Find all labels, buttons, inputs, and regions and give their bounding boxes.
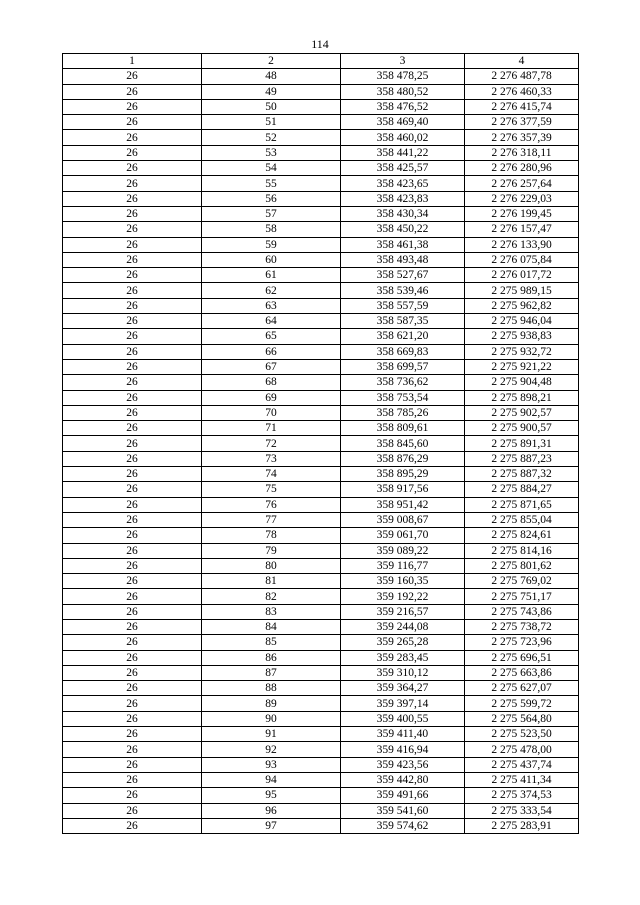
table-cell-col-2: 52: [202, 130, 341, 145]
table-cell-col-4: 2 275 478,00: [465, 742, 579, 757]
table-cell-col-4: 2 275 904,48: [465, 375, 579, 390]
table-cell-col-4: 2 275 801,62: [465, 558, 579, 573]
table-cell-col-1: 26: [63, 482, 202, 497]
table-cell-col-4: 2 275 871,65: [465, 497, 579, 512]
table-cell-col-4: 2 276 318,11: [465, 145, 579, 160]
table-cell-col-1: 26: [63, 329, 202, 344]
table-cell-col-3: 359 310,12: [341, 665, 465, 680]
table-row: [63, 772, 579, 787]
table-cell-col-1: 26: [63, 84, 202, 99]
table-cell-col-3: 358 441,22: [341, 145, 465, 160]
table-row: [63, 222, 579, 237]
table-cell-col-1: 26: [63, 222, 202, 237]
table-cell-col-1: 26: [63, 375, 202, 390]
table-cell-col-4: 2 275 564,80: [465, 711, 579, 726]
table-cell-col-1: 26: [63, 589, 202, 604]
table-cell-col-4: 2 275 751,17: [465, 589, 579, 604]
table-cell-col-3: 359 442,80: [341, 772, 465, 787]
table-cell-col-2: 86: [202, 650, 341, 665]
table-cell-col-2: 93: [202, 757, 341, 772]
table-cell-col-1: 26: [63, 574, 202, 589]
table-cell-col-2: 76: [202, 497, 341, 512]
table-row: [63, 727, 579, 742]
table-cell-col-4: 2 275 411,34: [465, 772, 579, 787]
table-cell-col-3: 358 461,38: [341, 237, 465, 252]
table-row: [63, 69, 579, 84]
table-cell-col-3: 358 480,52: [341, 84, 465, 99]
table-cell-col-3: 359 265,28: [341, 635, 465, 650]
table-cell-col-3: 358 450,22: [341, 222, 465, 237]
table-row: [63, 589, 579, 604]
table-cell-col-4: 2 275 283,91: [465, 818, 579, 833]
table-cell-col-1: 26: [63, 543, 202, 558]
table-cell-col-1: 26: [63, 818, 202, 833]
table-cell-col-3: 359 283,45: [341, 650, 465, 665]
table-row: [63, 788, 579, 803]
table-cell-col-4: 2 275 900,57: [465, 421, 579, 436]
table-cell-col-4: 2 275 824,61: [465, 528, 579, 543]
table-cell-col-3: 358 917,56: [341, 482, 465, 497]
table-cell-col-3: 359 541,60: [341, 803, 465, 818]
table-cell-col-3: 359 491,66: [341, 788, 465, 803]
table-cell-col-4: 2 275 891,31: [465, 436, 579, 451]
table-row: [63, 161, 579, 176]
table-body: [63, 69, 579, 834]
table-row: [63, 359, 579, 374]
table-row: [63, 558, 579, 573]
table-cell-col-1: 26: [63, 635, 202, 650]
table-cell-col-2: 95: [202, 788, 341, 803]
table-cell-col-3: 359 364,27: [341, 681, 465, 696]
table-row: [63, 145, 579, 160]
table-cell-col-2: 87: [202, 665, 341, 680]
table-cell-col-2: 63: [202, 298, 341, 313]
table-cell-col-1: 26: [63, 161, 202, 176]
table-cell-col-1: 26: [63, 268, 202, 283]
table-cell-col-3: 358 951,42: [341, 497, 465, 512]
coordinates-table: [62, 53, 579, 834]
table-row: [63, 191, 579, 206]
table-cell-col-2: 62: [202, 283, 341, 298]
table-cell-col-2: 69: [202, 390, 341, 405]
table-row: [63, 650, 579, 665]
table-cell-col-4: 2 276 377,59: [465, 115, 579, 130]
table-row: [63, 436, 579, 451]
table-cell-col-4: 2 276 415,74: [465, 99, 579, 114]
table-cell-col-3: 359 116,77: [341, 558, 465, 573]
table-cell-col-2: 55: [202, 176, 341, 191]
table-cell-col-1: 26: [63, 390, 202, 405]
table-cell-col-2: 72: [202, 436, 341, 451]
table-cell-col-2: 97: [202, 818, 341, 833]
table-cell-col-3: 359 008,67: [341, 512, 465, 527]
table-cell-col-4: 2 276 157,47: [465, 222, 579, 237]
table-cell-col-2: 89: [202, 696, 341, 711]
table-cell-col-2: 92: [202, 742, 341, 757]
table-row: [63, 482, 579, 497]
table-cell-col-3: 358 423,83: [341, 191, 465, 206]
table-cell-col-2: 49: [202, 84, 341, 99]
table-cell-col-1: 26: [63, 497, 202, 512]
table-cell-col-3: 358 587,35: [341, 314, 465, 329]
table-row: [63, 206, 579, 221]
table-cell-col-4: 2 276 257,64: [465, 176, 579, 191]
table-cell-col-1: 26: [63, 467, 202, 482]
table-cell-col-2: 61: [202, 268, 341, 283]
table-cell-col-4: 2 275 887,23: [465, 451, 579, 466]
table-cell-col-3: 359 089,22: [341, 543, 465, 558]
table-row: [63, 803, 579, 818]
table-cell-col-4: 2 275 938,83: [465, 329, 579, 344]
table-cell-col-1: 26: [63, 359, 202, 374]
table-row: [63, 176, 579, 191]
table-cell-col-1: 26: [63, 788, 202, 803]
table-cell-col-3: 358 469,40: [341, 115, 465, 130]
table-row: [63, 619, 579, 634]
table-cell-col-1: 26: [63, 681, 202, 696]
table-cell-col-2: 65: [202, 329, 341, 344]
table-cell-col-4: 2 276 017,72: [465, 268, 579, 283]
table-cell-col-2: 53: [202, 145, 341, 160]
table-cell-col-2: 82: [202, 589, 341, 604]
table-cell-col-3: 358 430,34: [341, 206, 465, 221]
table-cell-col-1: 26: [63, 451, 202, 466]
table-cell-col-3: 358 423,65: [341, 176, 465, 191]
page-number: 114: [311, 37, 329, 51]
table-row: [63, 711, 579, 726]
table-cell-col-2: 80: [202, 558, 341, 573]
table-cell-col-3: 359 416,94: [341, 742, 465, 757]
table-cell-col-2: 58: [202, 222, 341, 237]
table-row: [63, 665, 579, 680]
table-cell-col-3: 358 753,54: [341, 390, 465, 405]
table-row: [63, 115, 579, 130]
table-cell-col-1: 26: [63, 237, 202, 252]
table-cell-col-2: 67: [202, 359, 341, 374]
table-cell-col-2: 68: [202, 375, 341, 390]
table-row: [63, 497, 579, 512]
table-row: [63, 451, 579, 466]
table-cell-col-2: 70: [202, 405, 341, 420]
table-cell-col-2: 90: [202, 711, 341, 726]
table-cell-col-3: 358 478,25: [341, 69, 465, 84]
table-cell-col-1: 26: [63, 650, 202, 665]
table-cell-col-4: 2 276 357,39: [465, 130, 579, 145]
table-cell-col-4: 2 275 989,15: [465, 283, 579, 298]
table-cell-col-2: 83: [202, 604, 341, 619]
table-row: [63, 298, 579, 313]
table-cell-col-4: 2 276 229,03: [465, 191, 579, 206]
table-cell-col-1: 26: [63, 252, 202, 267]
table-cell-col-2: 96: [202, 803, 341, 818]
table-cell-col-1: 26: [63, 191, 202, 206]
table-cell-col-2: 94: [202, 772, 341, 787]
table-cell-col-4: 2 275 523,50: [465, 727, 579, 742]
table-cell-col-3: 358 809,61: [341, 421, 465, 436]
table-cell-col-4: 2 275 743,86: [465, 604, 579, 619]
header-cell-3: 3: [341, 54, 465, 69]
table-cell-col-3: 359 216,57: [341, 604, 465, 619]
table-cell-col-1: 26: [63, 99, 202, 114]
table-cell-col-4: 2 275 374,53: [465, 788, 579, 803]
table-cell-col-4: 2 275 887,32: [465, 467, 579, 482]
table-cell-col-2: 77: [202, 512, 341, 527]
table-cell-col-4: 2 276 199,45: [465, 206, 579, 221]
table-cell-col-1: 26: [63, 298, 202, 313]
table-cell-col-4: 2 276 280,96: [465, 161, 579, 176]
table-row: [63, 237, 579, 252]
table-cell-col-4: 2 275 921,22: [465, 359, 579, 374]
table-cell-col-3: 359 411,40: [341, 727, 465, 742]
table-cell-col-2: 78: [202, 528, 341, 543]
table-cell-col-1: 26: [63, 528, 202, 543]
table-cell-col-3: 358 539,46: [341, 283, 465, 298]
table-cell-col-2: 74: [202, 467, 341, 482]
table-cell-col-1: 26: [63, 727, 202, 742]
table-row: [63, 574, 579, 589]
table-cell-col-4: 2 275 962,82: [465, 298, 579, 313]
table-cell-col-1: 26: [63, 176, 202, 191]
table-cell-col-4: 2 275 898,21: [465, 390, 579, 405]
table-cell-col-2: 56: [202, 191, 341, 206]
table-cell-col-2: 75: [202, 482, 341, 497]
header-cell-1: 1: [63, 54, 202, 69]
table-row: [63, 84, 579, 99]
table-cell-col-4: 2 275 627,07: [465, 681, 579, 696]
table-row: [63, 344, 579, 359]
table-cell-col-4: 2 275 932,72: [465, 344, 579, 359]
table-cell-col-2: 85: [202, 635, 341, 650]
table-cell-col-1: 26: [63, 405, 202, 420]
table-cell-col-1: 26: [63, 314, 202, 329]
table-cell-col-1: 26: [63, 803, 202, 818]
table-cell-col-1: 26: [63, 742, 202, 757]
table-cell-col-2: 51: [202, 115, 341, 130]
table-cell-col-3: 358 527,67: [341, 268, 465, 283]
table-cell-col-3: 358 845,60: [341, 436, 465, 451]
table-cell-col-2: 88: [202, 681, 341, 696]
table-row: [63, 467, 579, 482]
table-row: [63, 283, 579, 298]
table-cell-col-1: 26: [63, 757, 202, 772]
header-cell-4: 4: [465, 54, 579, 69]
table-cell-col-2: 79: [202, 543, 341, 558]
table-cell-col-1: 26: [63, 665, 202, 680]
table-cell-col-3: 358 895,29: [341, 467, 465, 482]
header-row: [63, 54, 579, 69]
table-cell-col-1: 26: [63, 604, 202, 619]
table-row: [63, 130, 579, 145]
table-cell-col-2: 73: [202, 451, 341, 466]
table-row: [63, 512, 579, 527]
table-cell-col-2: 81: [202, 574, 341, 589]
table-cell-col-4: 2 276 487,78: [465, 69, 579, 84]
table-row: [63, 681, 579, 696]
table-cell-col-4: 2 275 814,16: [465, 543, 579, 558]
table-cell-col-1: 26: [63, 206, 202, 221]
table-row: [63, 252, 579, 267]
table-cell-col-3: 358 425,57: [341, 161, 465, 176]
table-cell-col-3: 358 476,52: [341, 99, 465, 114]
table-row: [63, 375, 579, 390]
table-row: [63, 635, 579, 650]
table-row: [63, 390, 579, 405]
table-cell-col-3: 358 621,20: [341, 329, 465, 344]
table-cell-col-4: 2 275 738,72: [465, 619, 579, 634]
table-cell-col-2: 60: [202, 252, 341, 267]
table-row: [63, 757, 579, 772]
table-cell-col-1: 26: [63, 130, 202, 145]
table-cell-col-4: 2 275 884,27: [465, 482, 579, 497]
table-row: [63, 329, 579, 344]
table-cell-col-2: 59: [202, 237, 341, 252]
table-cell-col-3: 358 669,83: [341, 344, 465, 359]
table-row: [63, 314, 579, 329]
table-cell-col-2: 57: [202, 206, 341, 221]
table-cell-col-1: 26: [63, 69, 202, 84]
table-cell-col-2: 91: [202, 727, 341, 742]
header-cell-2: 2: [202, 54, 341, 69]
table-row: [63, 604, 579, 619]
table-cell-col-3: 358 493,48: [341, 252, 465, 267]
table-cell-col-3: 358 785,26: [341, 405, 465, 420]
table-cell-col-3: 359 400,55: [341, 711, 465, 726]
table-cell-col-4: 2 275 723,96: [465, 635, 579, 650]
table-cell-col-4: 2 275 663,86: [465, 665, 579, 680]
table-cell-col-4: 2 276 075,84: [465, 252, 579, 267]
table-cell-col-4: 2 275 437,74: [465, 757, 579, 772]
table-cell-col-3: 359 423,56: [341, 757, 465, 772]
table-cell-col-3: 358 876,29: [341, 451, 465, 466]
table-cell-col-1: 26: [63, 436, 202, 451]
table-cell-col-3: 359 192,22: [341, 589, 465, 604]
table-row: [63, 268, 579, 283]
table-cell-col-1: 26: [63, 283, 202, 298]
table-cell-col-4: 2 275 333,54: [465, 803, 579, 818]
table-cell-col-3: 359 061,70: [341, 528, 465, 543]
table-cell-col-3: 358 736,62: [341, 375, 465, 390]
table-row: [63, 742, 579, 757]
table-cell-col-1: 26: [63, 145, 202, 160]
table-cell-col-4: 2 275 599,72: [465, 696, 579, 711]
table-cell-col-4: 2 276 133,90: [465, 237, 579, 252]
table-cell-col-1: 26: [63, 344, 202, 359]
table-row: [63, 543, 579, 558]
table-cell-col-3: 359 160,35: [341, 574, 465, 589]
table-cell-col-4: 2 275 769,02: [465, 574, 579, 589]
table-cell-col-1: 26: [63, 512, 202, 527]
table-cell-col-4: 2 275 902,57: [465, 405, 579, 420]
table-row: [63, 421, 579, 436]
table-cell-col-4: 2 276 460,33: [465, 84, 579, 99]
table-cell-col-4: 2 275 855,04: [465, 512, 579, 527]
table-cell-col-2: 66: [202, 344, 341, 359]
table-cell-col-4: 2 275 946,04: [465, 314, 579, 329]
table-cell-col-1: 26: [63, 421, 202, 436]
table-cell-col-3: 359 397,14: [341, 696, 465, 711]
table-cell-col-1: 26: [63, 696, 202, 711]
table-cell-col-1: 26: [63, 711, 202, 726]
table-cell-col-3: 359 244,08: [341, 619, 465, 634]
table-cell-col-4: 2 275 696,51: [465, 650, 579, 665]
table-cell-col-3: 358 699,57: [341, 359, 465, 374]
table-row: [63, 99, 579, 114]
table-row: [63, 696, 579, 711]
table-header: [63, 54, 579, 69]
table-cell-col-3: 359 574,62: [341, 818, 465, 833]
table-row: [63, 405, 579, 420]
table-cell-col-2: 84: [202, 619, 341, 634]
table-cell-col-2: 48: [202, 69, 341, 84]
table-cell-col-2: 64: [202, 314, 341, 329]
table-cell-col-1: 26: [63, 619, 202, 634]
table-cell-col-3: 358 557,59: [341, 298, 465, 313]
table-cell-col-1: 26: [63, 772, 202, 787]
table-row: [63, 528, 579, 543]
table-cell-col-2: 50: [202, 99, 341, 114]
table-cell-col-2: 71: [202, 421, 341, 436]
table-row: [63, 818, 579, 833]
table-cell-col-1: 26: [63, 115, 202, 130]
table-cell-col-1: 26: [63, 558, 202, 573]
table-cell-col-3: 358 460,02: [341, 130, 465, 145]
table-cell-col-2: 54: [202, 161, 341, 176]
